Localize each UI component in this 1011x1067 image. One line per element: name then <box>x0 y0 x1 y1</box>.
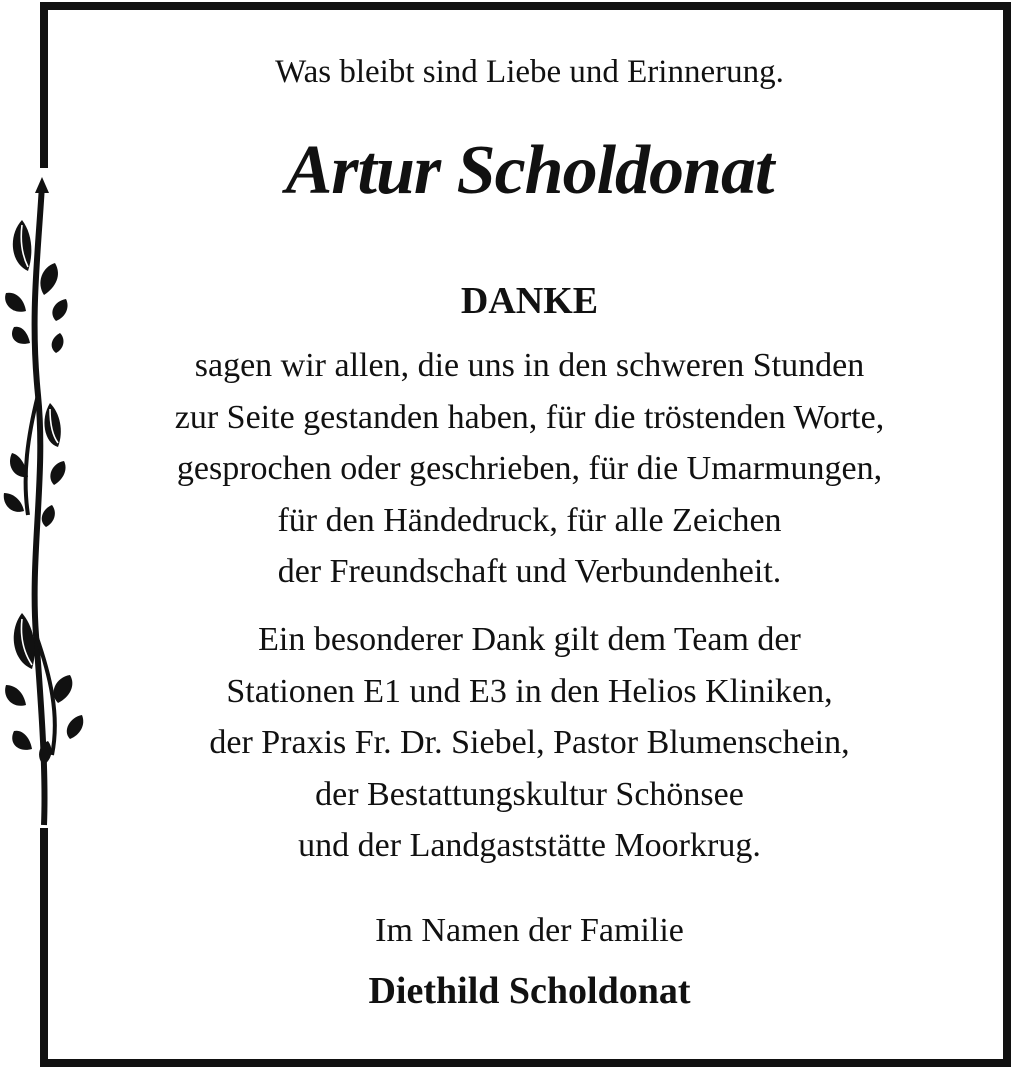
deceased-name: Artur Scholdonat <box>285 132 774 209</box>
thanks-paragraph <box>52 340 1007 598</box>
signoff-text: Im Namen der Familie <box>375 912 684 949</box>
special-thanks-paragraph <box>52 614 1007 872</box>
paragraph-line: der Bestattungskultur Schönsee <box>315 775 744 813</box>
paragraph-line: der Praxis Fr. Dr. Siebel, Pastor Blumenschein, <box>209 724 850 761</box>
paragraph-line: für den Händedruck, für alle Zeichen <box>277 501 782 539</box>
signer-name: Diethild Scholdonat <box>368 970 691 1012</box>
thanks-heading: DANKE <box>460 280 599 322</box>
paragraph-line: der Freundschaft und Verbundenheit. <box>277 553 782 590</box>
paragraph-line: gesprochen oder geschrieben, für die Umarmungen, <box>176 450 883 487</box>
paragraph-line: Ein besonderer Dank gilt dem Team der <box>258 621 801 658</box>
paragraph-line: Stationen E1 und E3 in den Helios Kliniken, <box>226 672 833 710</box>
paragraph-line: und der Landgaststätte Moorkrug. <box>298 827 761 864</box>
paragraph-line: sagen wir allen, die uns in den schweren Stunden <box>194 347 865 384</box>
motto-text: Was bleibt sind Liebe und Erinnerung. <box>275 54 784 90</box>
paragraph-line: zur Seite gestanden haben, für die tröstenden Worte, <box>174 398 885 436</box>
